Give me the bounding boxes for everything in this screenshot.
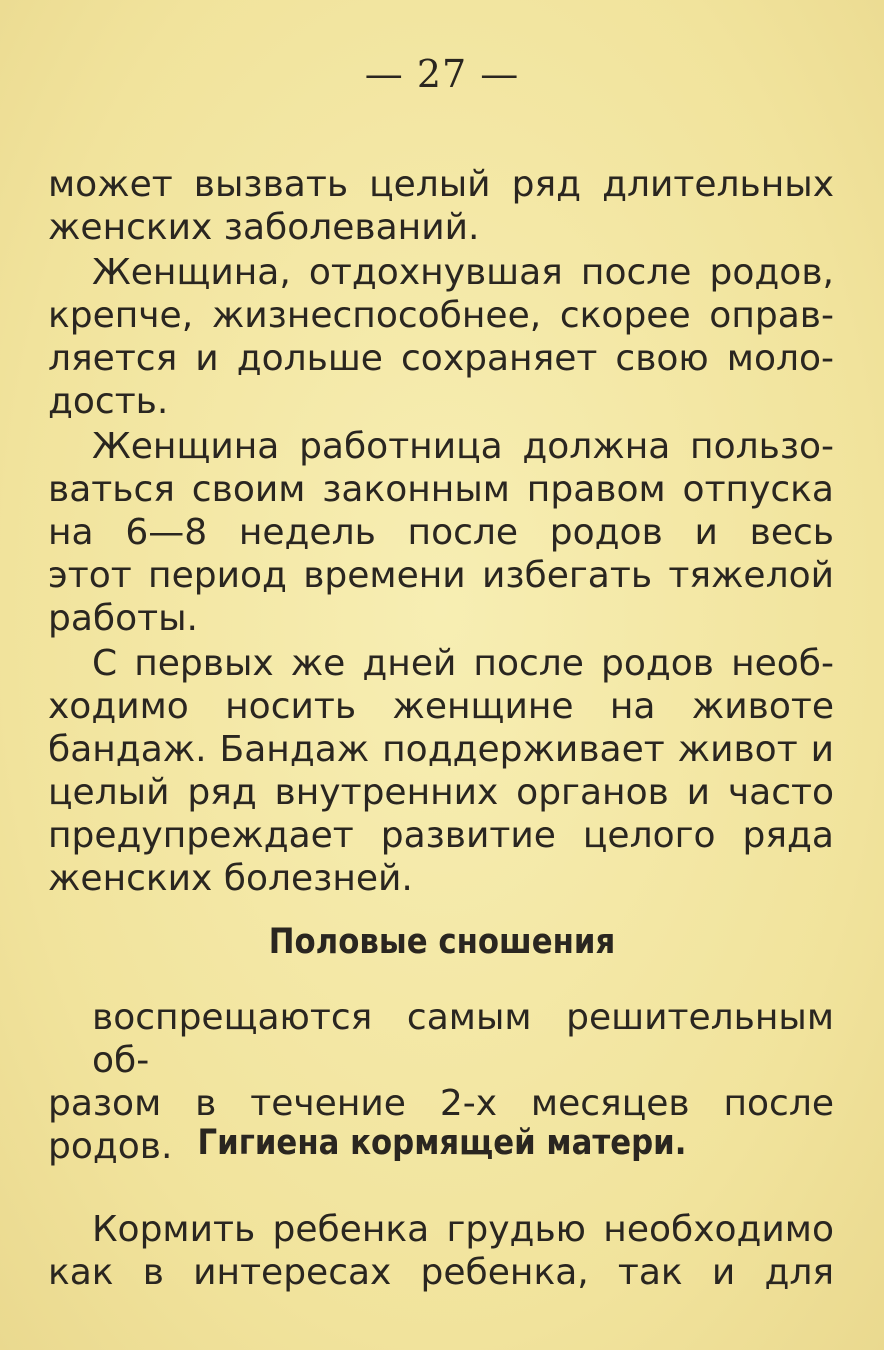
section-heading: Гигиена кормящей матери. bbox=[197, 1123, 687, 1163]
text-line: Женщина работница должна пользо- bbox=[92, 426, 834, 467]
text-line: целый ряд внутренних органов и часто bbox=[48, 772, 834, 813]
page-number: — 27 — bbox=[364, 52, 520, 96]
text-line: ляется и дольше сохраняет свою моло- bbox=[48, 338, 834, 379]
text-line: Кормить ребенка грудью необходимо bbox=[92, 1209, 834, 1250]
paragraph-2 bbox=[48, 251, 834, 423]
text-line: воспрещаются самым решительным об- bbox=[92, 997, 834, 1081]
text-line: как в интересах ребенка, так и для bbox=[48, 1252, 834, 1293]
paragraph-6 bbox=[48, 1208, 834, 1294]
paragraph-3 bbox=[48, 425, 834, 640]
text-line: женских болезней. bbox=[48, 858, 413, 899]
text-line: дость. bbox=[48, 381, 169, 422]
text-line: ваться своим законным правом отпуска bbox=[48, 469, 834, 510]
text-line: на 6—8 недель после родов и весь bbox=[48, 512, 834, 553]
text-line: ходимо носить женщине на животе bbox=[48, 686, 834, 727]
text-line: этот период времени избегать тяжелой bbox=[48, 555, 834, 596]
text-line: женских заболеваний. bbox=[48, 207, 480, 248]
paragraph-4 bbox=[48, 642, 834, 900]
paragraph-1 bbox=[48, 163, 834, 249]
text-line: может вызвать целый ряд длительных bbox=[48, 164, 834, 205]
text-line: крепче, жизнеспособнее, скорее оправ- bbox=[48, 295, 834, 336]
text-line: работы. bbox=[48, 598, 198, 639]
section-heading: Половые сношения bbox=[268, 922, 616, 962]
text-line: бандаж. Бандаж поддерживает живот и bbox=[48, 729, 834, 770]
text-line: предупреждает развитие целого ряда bbox=[48, 815, 834, 856]
text-line: Женщина, отдохнувшая после родов, bbox=[92, 252, 834, 293]
text-line: разом в течение 2-х месяцев после родов. bbox=[48, 1083, 834, 1167]
text-line: С первых же дней после родов необ- bbox=[92, 643, 834, 684]
